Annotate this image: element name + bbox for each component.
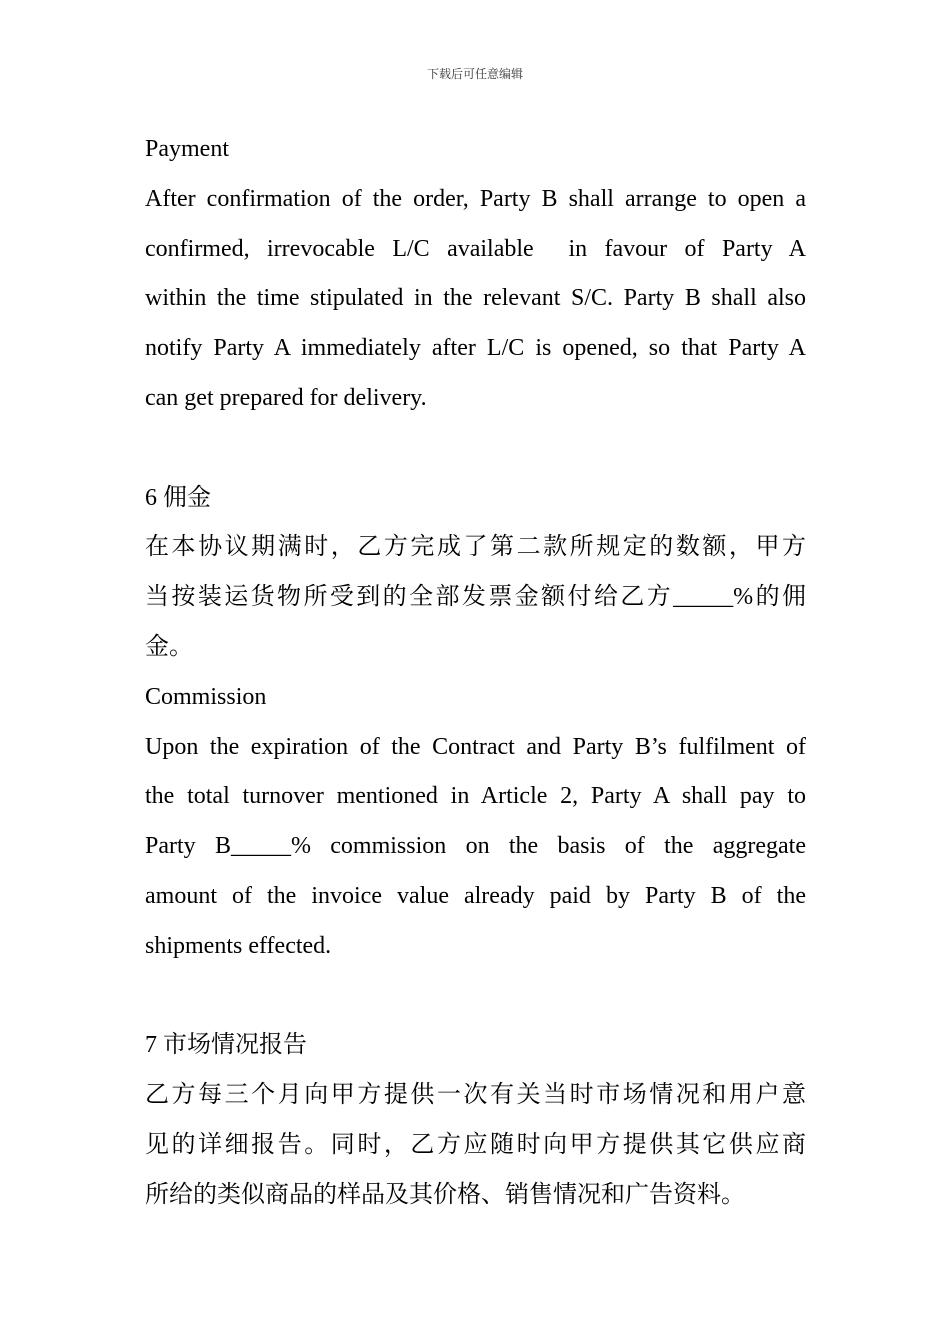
commission-cn-heading: 6 佣金 bbox=[145, 484, 211, 511]
market-report-line-1: 乙方每三个月向甲方提供一次有关当时市场情况和用户意 bbox=[145, 1082, 806, 1109]
commission-en-line-4: amount of the invoice value already paid by Party B of the bbox=[145, 882, 806, 909]
market-report-line-2: 见的详细报告。同时，乙方应随时向甲方提供其它供应商 bbox=[145, 1131, 806, 1158]
commission-en-line-1: Upon the expiration of the Contract and Party B’s fulfilment of bbox=[145, 733, 806, 760]
market-report-heading: 7 市场情况报告 bbox=[145, 1032, 307, 1059]
document-body bbox=[145, 125, 806, 1221]
commission-cn-line-1: 在本协议期满时，乙方完成了第二款所规定的数额，甲方 bbox=[145, 534, 806, 561]
payment-heading: Payment bbox=[145, 136, 229, 162]
commission-cn-line-2: 当按装运货物所受到的全部发票金额付给乙方_____%的佣 bbox=[145, 584, 806, 611]
commission-en-heading: Commission bbox=[145, 683, 267, 710]
commission-cn-line-3: 金。 bbox=[145, 633, 193, 660]
payment-line-5: can get prepared for delivery. bbox=[145, 384, 427, 411]
commission-en-line-5: shipments effected. bbox=[145, 932, 332, 959]
payment-line-1: After confirmation of the order, Party B shall arrange to open a bbox=[145, 185, 806, 212]
section-spacer bbox=[145, 424, 806, 474]
payment-line-4: notify Party A immediately after L/C is opened, so that Party A bbox=[145, 335, 806, 362]
commission-en-line-2: the total turnover mentioned in Article 2, Party A shall pay to bbox=[145, 783, 806, 810]
payment-line-3: within the time stipulated in the relevant S/C. Party B shall also bbox=[145, 285, 806, 312]
commission-en-line-3: Party B_____% commission on the basis of the aggregate bbox=[145, 833, 806, 860]
header-note: 下载后可任意编辑 bbox=[426, 67, 523, 81]
section-spacer bbox=[145, 972, 806, 1022]
payment-line-2: confirmed, irrevocable L/C available in favour of Party A bbox=[145, 235, 806, 262]
market-report-line-3: 所给的类似商品的样品及其价格、销售情况和广告资料。 bbox=[145, 1181, 745, 1208]
